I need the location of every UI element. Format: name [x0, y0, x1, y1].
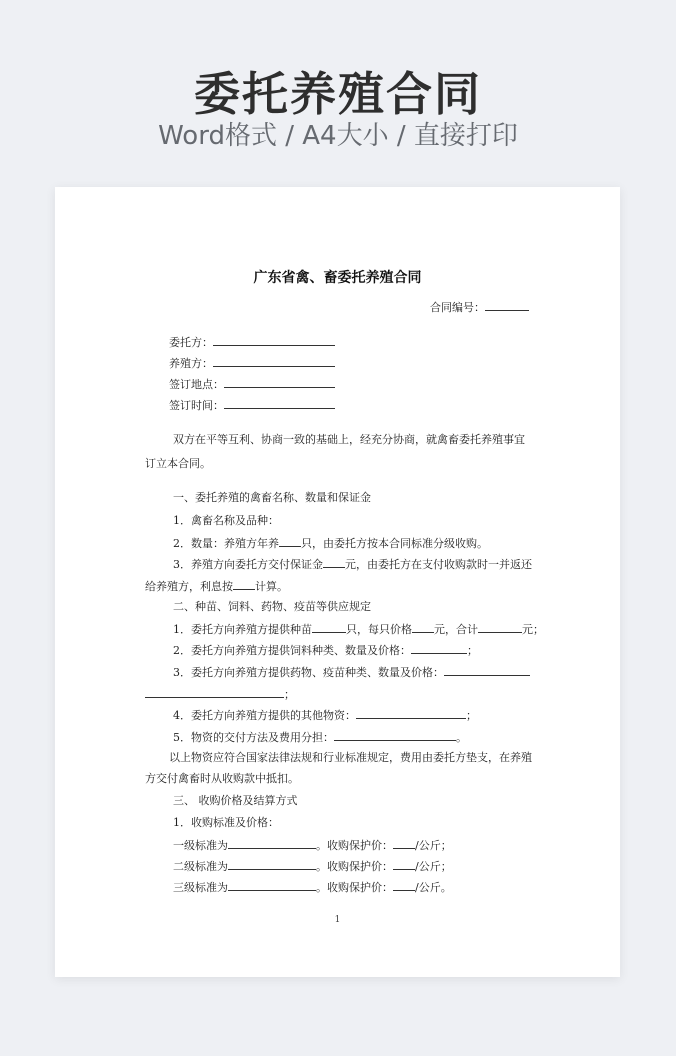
section1-item3-b: 元，由委托方在支付收购款时一并返还 — [345, 558, 532, 571]
sign-place-row — [169, 376, 335, 393]
grade1-row — [173, 837, 452, 854]
unit-price-blank — [412, 621, 434, 633]
section1-item3 — [173, 556, 532, 573]
section1-item3-d: 计算。 — [255, 580, 288, 593]
grade2-unit: /公斤； — [415, 860, 452, 873]
section2-item5 — [173, 729, 467, 746]
section2-item4-text: 4．委托方向养殖方提供的其他物资： — [173, 709, 356, 722]
contract-number-label: 合同编号： — [430, 301, 485, 314]
banner-title: 委托养殖合同 — [194, 67, 482, 121]
breeder-row — [169, 355, 335, 372]
grade2-price-blank — [393, 858, 415, 870]
grade1-blank — [228, 837, 316, 849]
section2-item3-cont — [145, 686, 295, 703]
deposit-blank — [323, 556, 345, 568]
other-goods-blank — [356, 707, 466, 719]
grade3-blank — [228, 879, 316, 891]
section2-item2-end: ； — [467, 644, 478, 657]
grade3-unit: /公斤。 — [415, 881, 452, 894]
section1-item2 — [173, 535, 488, 552]
section2-item1-a: 1．委托方向养殖方提供种苗 — [173, 623, 312, 636]
section2-item5-end: 。 — [456, 731, 467, 744]
breeder-label: 养殖方： — [169, 357, 213, 370]
grade1-label: 一级标准为 — [173, 839, 228, 852]
sign-place-blank — [224, 376, 335, 388]
page-number: 1 — [334, 915, 341, 925]
sign-time-blank — [224, 397, 335, 409]
section1-item3-cont — [145, 578, 288, 595]
total-blank — [478, 621, 522, 633]
section2-note-2: 方交付禽畜时从收购款中抵扣。 — [145, 772, 299, 785]
sign-time-row — [169, 397, 335, 414]
section2-item2 — [173, 642, 478, 659]
feed-blank — [411, 642, 467, 654]
grade3-price-blank — [393, 879, 415, 891]
section2-item4-end: ； — [466, 709, 477, 722]
section2-note-1: 以上物资应符合国家法律法规和行业标准规定，费用由委托方垫支，在养殖 — [169, 751, 532, 764]
preamble-line-1: 双方在平等互利、协商一致的基础上，经充分协商，就禽畜委托养殖事宜 — [173, 433, 525, 446]
section2-item1-b: 只，每只价格 — [346, 623, 412, 636]
grade1-unit: /公斤； — [415, 839, 452, 852]
seedling-count-blank — [312, 621, 346, 633]
section2-item3-text: 3．委托方向养殖方提供药物、疫苗种类、数量及价格： — [173, 666, 444, 679]
breeder-blank — [213, 355, 335, 367]
section2-item5-text: 5．物资的交付方法及费用分担： — [173, 731, 334, 744]
section2-item3 — [173, 664, 530, 681]
section2-item1 — [173, 621, 544, 638]
medicine-blank-cont — [145, 686, 284, 698]
banner-subtitle: Word格式 / A4大小 / 直接打印 — [158, 121, 518, 151]
contract-number — [430, 299, 529, 315]
section3-item1: 1．收购标准及价格： — [173, 816, 279, 829]
interest-blank — [233, 578, 255, 590]
entrustor-label: 委托方： — [169, 336, 213, 349]
section1-item3-c: 给养殖方，利息按 — [145, 580, 233, 593]
section2-item3-end: ； — [284, 688, 295, 701]
section2-item1-c: 元，合计 — [434, 623, 478, 636]
grade1-price-blank — [393, 837, 415, 849]
section1-item1: 1．禽畜名称及品种： — [173, 514, 279, 527]
section1-item3-a: 3．养殖方向委托方交付保证金 — [173, 558, 323, 571]
grade3-row — [173, 879, 452, 896]
preamble-line-2: 订立本合同。 — [145, 457, 211, 470]
section1-item2-a: 2．数量：养殖方年养 — [173, 537, 279, 550]
section2-heading: 二、种苗、饲料、药物、疫苗等供应规定 — [173, 600, 371, 613]
grade3-protect-label: 。收购保护价： — [316, 881, 393, 894]
section3-heading: 三、 收购价格及结算方式 — [173, 794, 298, 807]
entrustor-blank — [213, 334, 335, 346]
sign-place-label: 签订地点： — [169, 378, 224, 391]
document-title: 广东省禽、畜委托养殖合同 — [253, 270, 422, 286]
entrustor-row — [169, 334, 335, 351]
section1-item2-b: 只，由委托方按本合同标准分级收购。 — [301, 537, 488, 550]
sign-time-label: 签订时间： — [169, 399, 224, 412]
grade1-protect-label: 。收购保护价： — [316, 839, 393, 852]
section1-heading: 一、委托养殖的禽畜名称、数量和保证金 — [173, 491, 371, 504]
medicine-blank — [444, 664, 530, 676]
grade2-label: 二级标准为 — [173, 860, 228, 873]
section2-item2-text: 2．委托方向养殖方提供饲料种类、数量及价格： — [173, 644, 411, 657]
grade2-blank — [228, 858, 316, 870]
grade2-row — [173, 858, 452, 875]
section2-item4 — [173, 707, 477, 724]
grade2-protect-label: 。收购保护价： — [316, 860, 393, 873]
delivery-blank — [334, 729, 456, 741]
section2-item1-d: 元； — [522, 623, 544, 636]
contract-number-blank — [485, 299, 529, 311]
document-page — [55, 187, 620, 977]
quantity-blank — [279, 535, 301, 547]
grade3-label: 三级标准为 — [173, 881, 228, 894]
